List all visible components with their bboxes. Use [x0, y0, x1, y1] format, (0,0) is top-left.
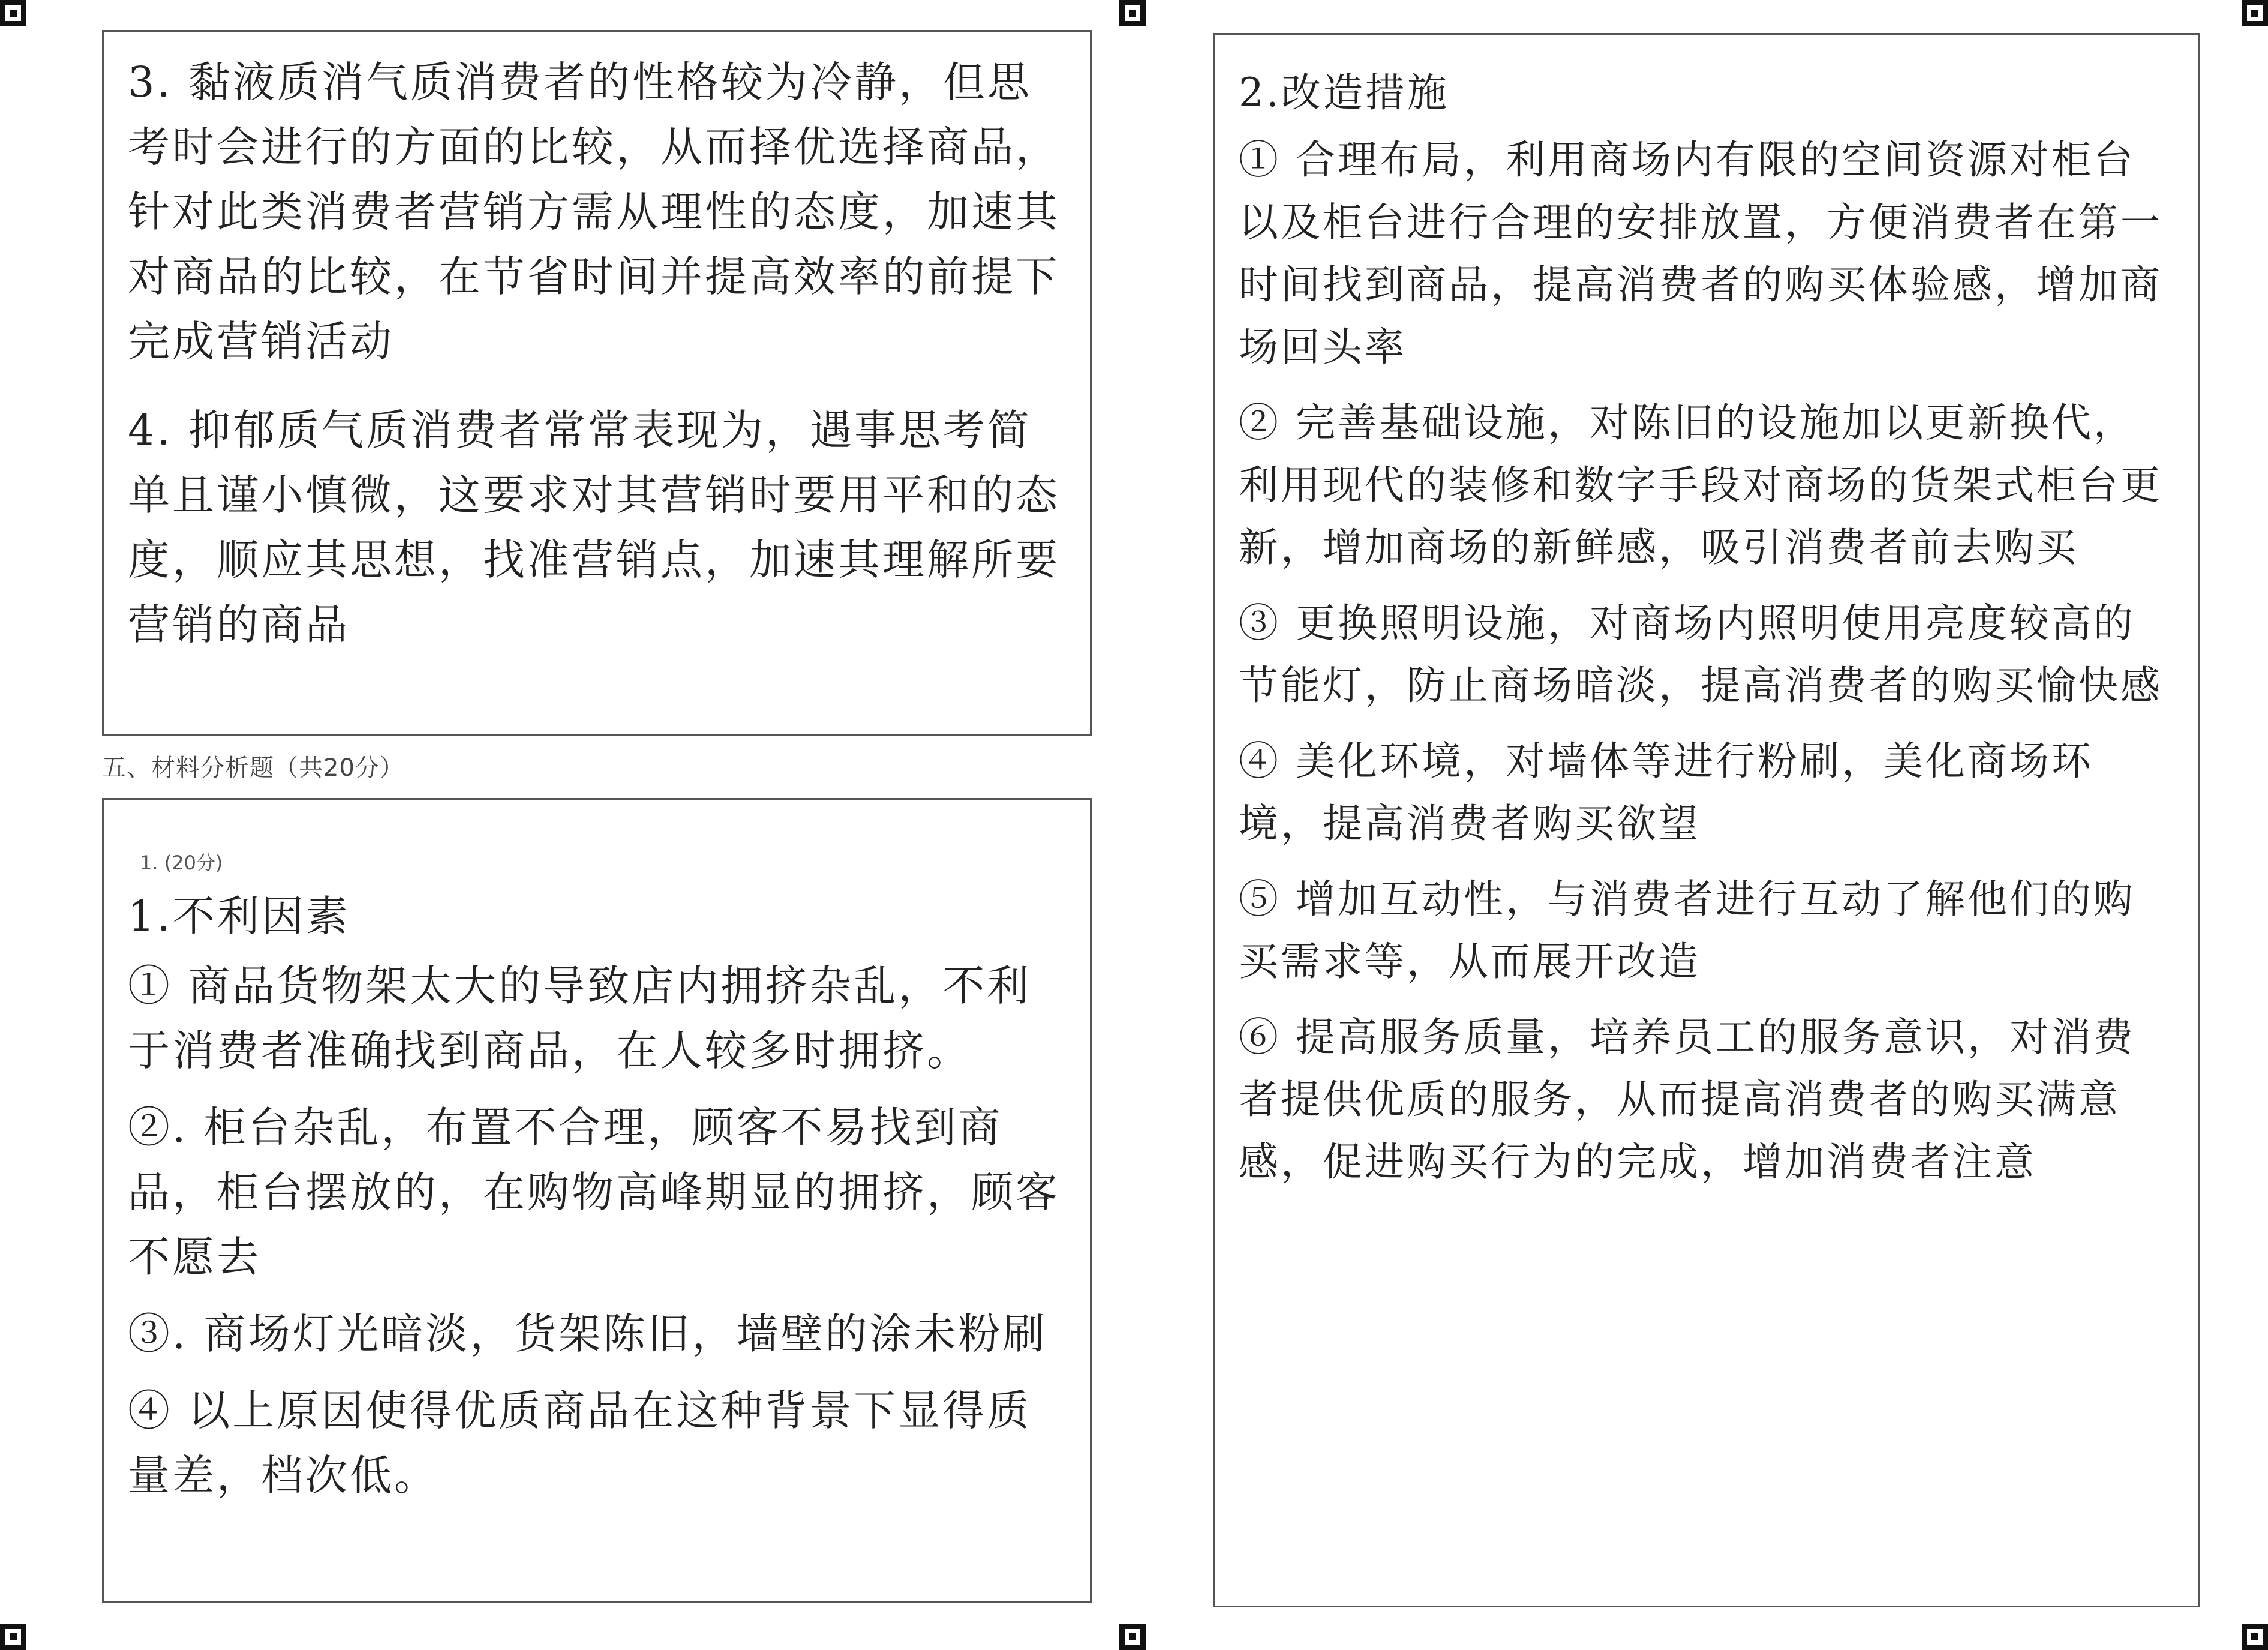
- answer-heading: 1.不利因素: [128, 892, 350, 941]
- handwritten-answer: [128, 884, 1070, 1520]
- answer-item: ③ 更换照明设施，对商场内照明使用亮度较高的节能灯，防止商场暗淡，提高消费者的购买愉快感: [1239, 600, 2162, 709]
- registration-marker: [1119, 0, 1146, 26]
- answer-item: ② 完善基础设施，对陈旧的设施加以更新换代，利用现代的装修和数字手段对商场的货架式柜台更新，增加商场的新鲜感，吸引消费者前去购买: [1239, 400, 2162, 571]
- answer-item: ③. 商场灯光暗淡，货架陈旧，墙壁的涂未粉刷: [128, 1309, 1047, 1358]
- answer-item: ②. 柜台杂乱，布置不合理，顾客不易找到商品，柜台摆放的，在购物高峰期显的拥挤，顾客不愿去: [128, 1103, 1060, 1282]
- question-number: 1. (20分): [140, 851, 223, 874]
- registration-marker: [0, 0, 26, 26]
- answer-heading: 2.改造措施: [1239, 70, 1449, 116]
- answer-box-continued: [1213, 33, 2200, 1607]
- registration-marker: [2242, 0, 2268, 26]
- registration-marker: [2242, 1624, 2268, 1650]
- answer-box-question-1: [102, 798, 1092, 1603]
- handwritten-answer: [1239, 62, 2174, 1207]
- section-heading: 五、材料分析题（共20分）: [102, 754, 404, 782]
- handwritten-answer: [128, 50, 1064, 681]
- answer-item: ⑥ 提高服务质量，培养员工的服务意识，对消费者提供优质的服务，从而提高消费者的购买满意感，促进购买行为的完成，增加消费者注意: [1239, 1014, 2135, 1185]
- registration-marker: [1119, 1624, 1146, 1650]
- answer-item: ① 合理布局，利用商场内有限的空间资源对柜台以及柜台进行合理的安排放置，方便消费者在第一时间找到商品，提高消费者的购买体验感，增加商场回头率: [1239, 137, 2162, 370]
- answer-box-previous-question: [102, 30, 1092, 736]
- answer-paragraph-3: 3. 黏液质消气质消费者的性格较为冷静，但思考时会进行的方面的比较，从而择优选择商品，针对此类消费者营销方需从理性的态度，加速其对商品的比较，在节省时间并提高效率的前提下完成营销活动: [128, 58, 1060, 366]
- answer-paragraph-4: 4. 抑郁质气质消费者常常表现为，遇事思考简单且谨小慎微，这要求对其营销时要用平和的态度，顺应其思想，找准营销点，加速其理解所要营销的商品: [128, 406, 1060, 649]
- answer-item: ④ 以上原因使得优质商品在这种背景下显得质量差，档次低。: [128, 1386, 1032, 1500]
- registration-marker: [0, 1624, 26, 1650]
- answer-item: ⑤ 增加互动性，与消费者进行互动了解他们的购买需求等，从而展开改造: [1239, 876, 2135, 985]
- answer-item: ④ 美化环境，对墙体等进行粉刷，美化商场环境，提高消费者购买欲望: [1239, 738, 2093, 847]
- answer-item: ① 商品货物架太大的导致店内拥挤杂乱，不利于消费者准确找到商品，在人较多时拥挤。: [128, 961, 1032, 1075]
